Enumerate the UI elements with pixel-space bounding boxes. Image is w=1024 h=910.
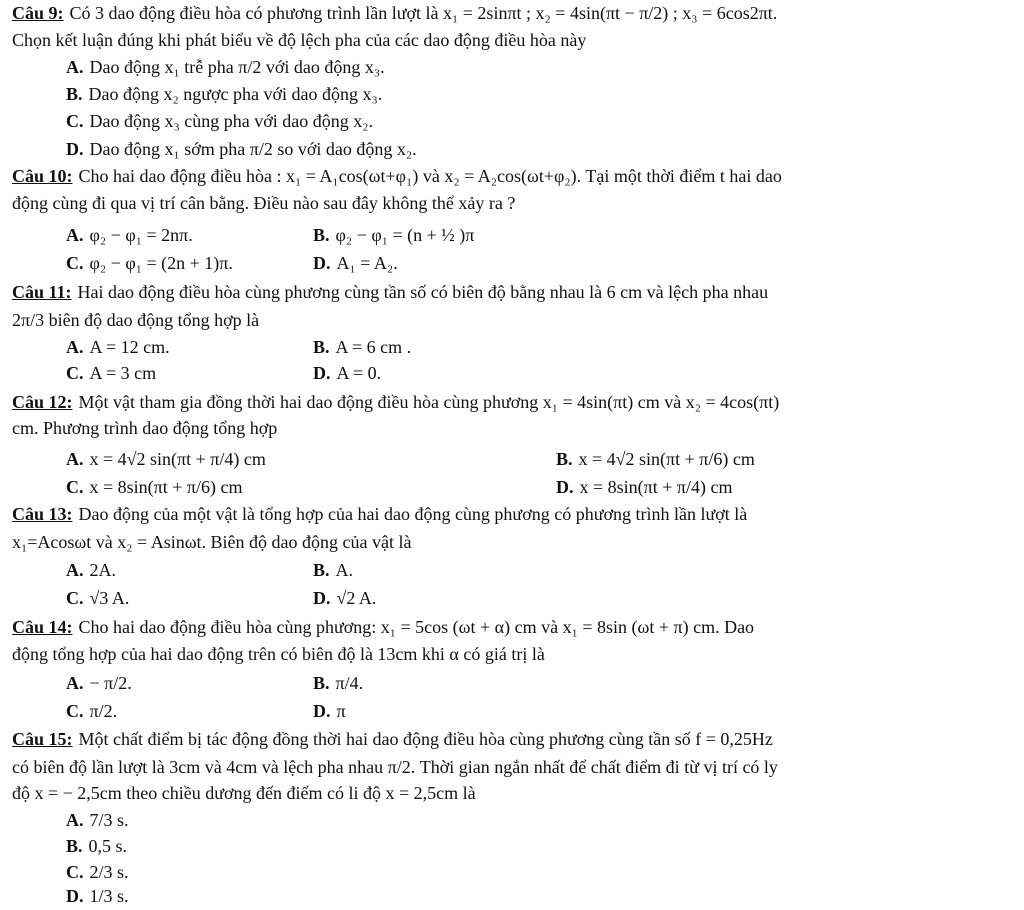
answer-option: B. 0,5 s. bbox=[66, 836, 128, 856]
answer-option: B. A = 6 cm . bbox=[313, 337, 412, 357]
answer-option: C. x = 8sin(πt + π/6) cm bbox=[66, 477, 243, 497]
answer-option: D. x = 8sin(πt + π/4) cm bbox=[556, 477, 733, 497]
question-text: Có 3 dao động điều hòa có phương trình lần lượt là x₁ = 2sinπt ; x₂ = 4sin(πt − π/2) ; x₃ = 6cos2πt. bbox=[69, 3, 778, 23]
question-text: Một chất điểm bị tác động đồng thời hai dao động điều hòa cùng phương cùng tần số f = 0,25Hz bbox=[78, 729, 773, 749]
question-12-line-2: cm. Phương trình dao động tổng hợp bbox=[12, 418, 278, 438]
question-15-line-2: có biên độ lần lượt là 3cm và 4cm và lệch pha nhau π/2. Thời gian ngắn nhất để chất điểm đi từ vị trí có ly bbox=[12, 757, 778, 777]
answer-option: B. x = 4√2 sin(πt + π/6) cm bbox=[556, 449, 755, 469]
question-number: Câu 10: bbox=[12, 166, 73, 186]
answer-option: C. A = 3 cm bbox=[66, 363, 157, 383]
answer-option: D. π bbox=[313, 701, 346, 721]
question-text: Cho hai dao động điều hòa cùng phương: x₁ = 5cos (ωt + α) cm và x₁ = 8sin (ωt + π) cm. Dao bbox=[78, 617, 755, 637]
answer-option: C. π/2. bbox=[66, 701, 118, 721]
answer-option: D. A₁ = A₂. bbox=[313, 253, 398, 273]
answer-option: B. Dao động x₂ ngược pha với dao động x₃. bbox=[66, 84, 383, 104]
question-12-line-1 bbox=[12, 392, 779, 414]
answer-option: C. √3 A. bbox=[66, 588, 130, 608]
question-14-line-1 bbox=[12, 617, 754, 639]
question-15-line-3: độ x = − 2,5cm theo chiều dương đến điểm có li độ x = 2,5cm là bbox=[12, 783, 476, 803]
question-15-line-1 bbox=[12, 729, 773, 751]
question-9-line-2: Chọn kết luận đúng khi phát biểu về độ lệch pha của các dao động điều hòa này bbox=[12, 30, 587, 50]
answer-option: D. 1/3 s. bbox=[66, 886, 129, 906]
question-11-line-1 bbox=[12, 282, 768, 304]
answer-option: A. 2A. bbox=[66, 560, 116, 580]
answer-option: B. π/4. bbox=[313, 673, 364, 693]
answer-option: B. A. bbox=[313, 560, 354, 580]
answer-option: B. φ₂ − φ₁ = (n + ½ )π bbox=[313, 225, 475, 245]
answer-option: D. √2 A. bbox=[313, 588, 377, 608]
answer-option: A. φ₂ − φ₁ = 2nπ. bbox=[66, 225, 193, 245]
answer-option: A. − π/2. bbox=[66, 673, 132, 693]
answer-option: A. A = 12 cm. bbox=[66, 337, 170, 357]
answer-option: C. Dao động x₃ cùng pha với dao động x₂. bbox=[66, 111, 374, 131]
question-13-line-1 bbox=[12, 504, 747, 526]
question-number: Câu 14: bbox=[12, 617, 73, 637]
question-10-line-2: động cùng đi qua vị trí cân bằng. Điều nào sau đây không thể xảy ra ? bbox=[12, 193, 516, 213]
question-text: Một vật tham gia đồng thời hai dao động điều hòa cùng phương x₁ = 4sin(πt) cm và x₂ = 4cos(πt) bbox=[78, 392, 780, 412]
question-10-line-1 bbox=[12, 166, 782, 188]
question-number: Câu 15: bbox=[12, 729, 73, 749]
question-number: Câu 12: bbox=[12, 392, 73, 412]
question-text: Hai dao động điều hòa cùng phương cùng tần số có biên độ bằng nhau là 6 cm và lệch pha nhau bbox=[77, 282, 769, 302]
question-number: Câu 13: bbox=[12, 504, 73, 524]
question-14-line-2: động tổng hợp của hai dao động trên có biên độ là 13cm khi α có giá trị là bbox=[12, 644, 545, 664]
answer-option: A. x = 4√2 sin(πt + π/4) cm bbox=[66, 449, 266, 469]
question-number: Câu 11: bbox=[12, 282, 72, 302]
question-9-line-1 bbox=[12, 3, 777, 25]
question-13-line-2: x₁=Acosωt và x₂ = Asinωt. Biên độ dao động của vật là bbox=[12, 532, 412, 552]
question-text: Dao động của một vật là tổng hợp của hai dao động cùng phương có phương trình lần lượt là bbox=[78, 504, 748, 524]
answer-option: A. 7/3 s. bbox=[66, 810, 129, 830]
question-11-line-2: 2π/3 biên độ dao động tổng hợp là bbox=[12, 310, 260, 330]
answer-option: A. Dao động x₁ trễ pha π/2 với dao động x₃. bbox=[66, 57, 385, 77]
question-text: Cho hai dao động điều hòa : x₁ = A₁cos(ωt+φ₁) và x₂ = A₂cos(ωt+φ₂). Tại một thời điểm t hai dao bbox=[78, 166, 782, 186]
answer-option: C. φ₂ − φ₁ = (2n + 1)π. bbox=[66, 253, 233, 273]
answer-option: D. Dao động x₁ sớm pha π/2 so với dao động x₂. bbox=[66, 139, 417, 159]
question-number: Câu 9: bbox=[12, 3, 64, 23]
answer-option: D. A = 0. bbox=[313, 363, 382, 383]
answer-option: C. 2/3 s. bbox=[66, 862, 129, 882]
